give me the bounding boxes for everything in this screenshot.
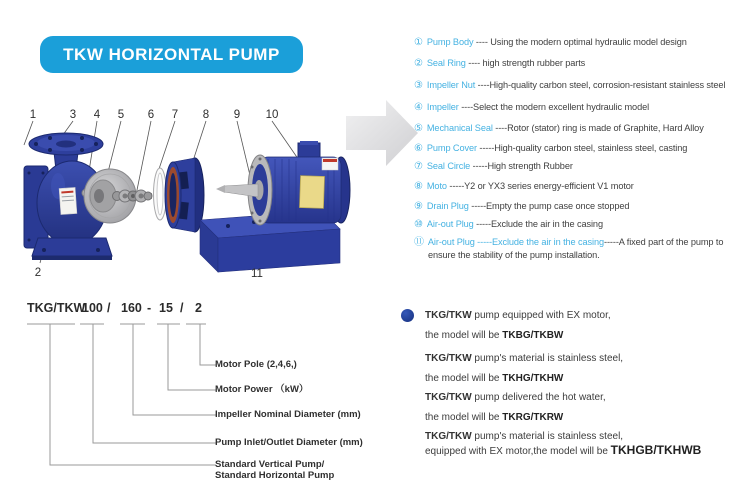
model-segment: 15 — [159, 301, 173, 315]
part-label: Pump Cover — [426, 143, 477, 153]
pump-exploded-diagram — [10, 100, 400, 290]
parts-list-item — [414, 180, 634, 193]
part-callout-5: 5 — [117, 109, 125, 121]
model-segment: / — [107, 301, 111, 315]
part-desc: -----High-quality carbon steel, stainless steel, casting — [476, 143, 688, 153]
model-segment: TKG/TKW — [27, 301, 86, 315]
part-callout-10: 10 — [265, 109, 279, 121]
parts-list-item — [414, 122, 704, 135]
page-title: TKW HORIZONTAL PUMP — [63, 44, 280, 64]
part-desc: -----Y2 or YX3 series energy-efficient V1 motor — [446, 181, 634, 191]
note-line: TKG/TKW pump's material is stainless steel, — [425, 431, 624, 442]
part-desc: ----High-quality carbon steel, corrosion-resistant stainless steel — [475, 80, 726, 90]
part-desc: -----High strength Rubber — [470, 161, 573, 171]
part-number-badge: ① — [414, 37, 423, 48]
part-number-badge: ⑦ — [414, 161, 423, 172]
mechanical-seal-part — [113, 190, 153, 202]
part-label: Impeller — [426, 102, 459, 112]
note-line: the model will be TKHG/TKHW — [425, 373, 564, 384]
parts-list-item — [414, 160, 573, 173]
model-label-motor-pole: Motor Pole (2,4,6,) — [215, 359, 297, 370]
note-line: TKG/TKW pump equipped with EX motor, — [425, 310, 611, 321]
model-segment: 100 — [82, 301, 103, 315]
note-line: TKG/TKW pump delivered the hot water, — [425, 392, 606, 403]
part-label: Seal Ring — [426, 58, 466, 68]
parts-list-item — [414, 36, 687, 49]
parts-list-item — [414, 218, 603, 231]
part-callout-7: 7 — [171, 109, 179, 121]
note-line: equipped with EX motor,the model will be TKHGB/TKHWB — [425, 443, 702, 457]
model-segment: 2 — [195, 301, 202, 315]
parts-list-item — [414, 142, 687, 155]
model-label-motor-power: Motor Power （kW） — [215, 384, 309, 395]
part-number-badge: ⑤ — [414, 123, 423, 134]
part-callout-4: 4 — [93, 109, 101, 121]
part-callout-2: 2 — [34, 267, 42, 279]
part-label: Pump Body — [426, 37, 474, 47]
model-segment: 160 — [121, 301, 142, 315]
part-desc: ---- high strength rubber parts — [465, 58, 586, 68]
part-desc: -----Empty the pump case once stopped — [468, 201, 630, 211]
parts-list — [414, 0, 756, 290]
part-label: Air-out Plug -----Exclude the air in the casing — [427, 237, 604, 247]
bullet-dot-icon — [401, 309, 414, 322]
note-line: TKG/TKW pump's material is stainless steel, — [425, 353, 624, 364]
part-label: Impeller Nut — [426, 80, 476, 90]
motor-part — [216, 141, 350, 225]
parts-list-item — [414, 236, 723, 261]
right-arrow-icon — [346, 100, 418, 166]
part-number-badge: ⑨ — [414, 201, 423, 212]
part-number-badge: ④ — [414, 102, 423, 113]
part-label: Moto — [426, 181, 447, 191]
model-label-impeller-dia: Impeller Nominal Diameter (mm) — [215, 409, 361, 420]
part-label: Seal Circle — [426, 161, 471, 171]
product-banner — [40, 36, 303, 73]
part-callout-1: 1 — [29, 109, 37, 121]
parts-list-item — [414, 200, 629, 213]
parts-list-item — [414, 79, 725, 92]
part-callout-3: 3 — [69, 109, 77, 121]
part-label: Drain Plug — [426, 201, 469, 211]
part-label: Air-out Plug — [426, 219, 474, 229]
part-desc: -----Exclude the air in the casing — [473, 219, 603, 229]
model-segment: - — [147, 301, 152, 315]
parts-list-item — [414, 101, 649, 114]
pump-cover-part — [165, 158, 204, 232]
part-number-badge: ② — [414, 58, 423, 69]
part-desc: ----Select the modern excellent hydraulic model — [458, 102, 650, 112]
part-number-badge: ⑩ — [414, 219, 423, 230]
model-label-standard-1: Standard Vertical Pump/ — [215, 459, 325, 470]
part-desc: -----A fixed part of the pump to — [603, 237, 724, 247]
part-desc: ---- Using the modern optimal hydraulic model design — [473, 37, 687, 47]
part-number-badge: ③ — [414, 80, 423, 91]
part-callout-8: 8 — [202, 109, 210, 121]
parts-list-item — [414, 57, 585, 70]
part-desc: ----Rotor (stator) ring is made of Graphite, Hard Alloy — [492, 123, 704, 133]
model-label-inlet-outlet: Pump Inlet/Outlet Diameter (mm) — [215, 437, 363, 448]
note-line: the model will be TKRG/TKRW — [425, 412, 564, 423]
part-desc-line2: ensure the stability of the pump installation. — [428, 250, 600, 260]
model-segment: / — [180, 301, 184, 315]
part-callout-6: 6 — [147, 109, 155, 121]
model-code-tree — [20, 316, 230, 486]
part-number-badge: ⑥ — [414, 143, 423, 154]
part-callout-11: 11 — [251, 268, 263, 280]
part-label: Mechanical Seal — [426, 123, 493, 133]
model-label-standard-2: Standard Horizontal Pump — [215, 470, 335, 481]
part-number-badge: ⑪ — [414, 237, 424, 248]
part-number-badge: ⑧ — [414, 181, 423, 192]
note-line: the model will be TKBG/TKBW — [425, 330, 564, 341]
part-callout-9: 9 — [233, 109, 241, 121]
